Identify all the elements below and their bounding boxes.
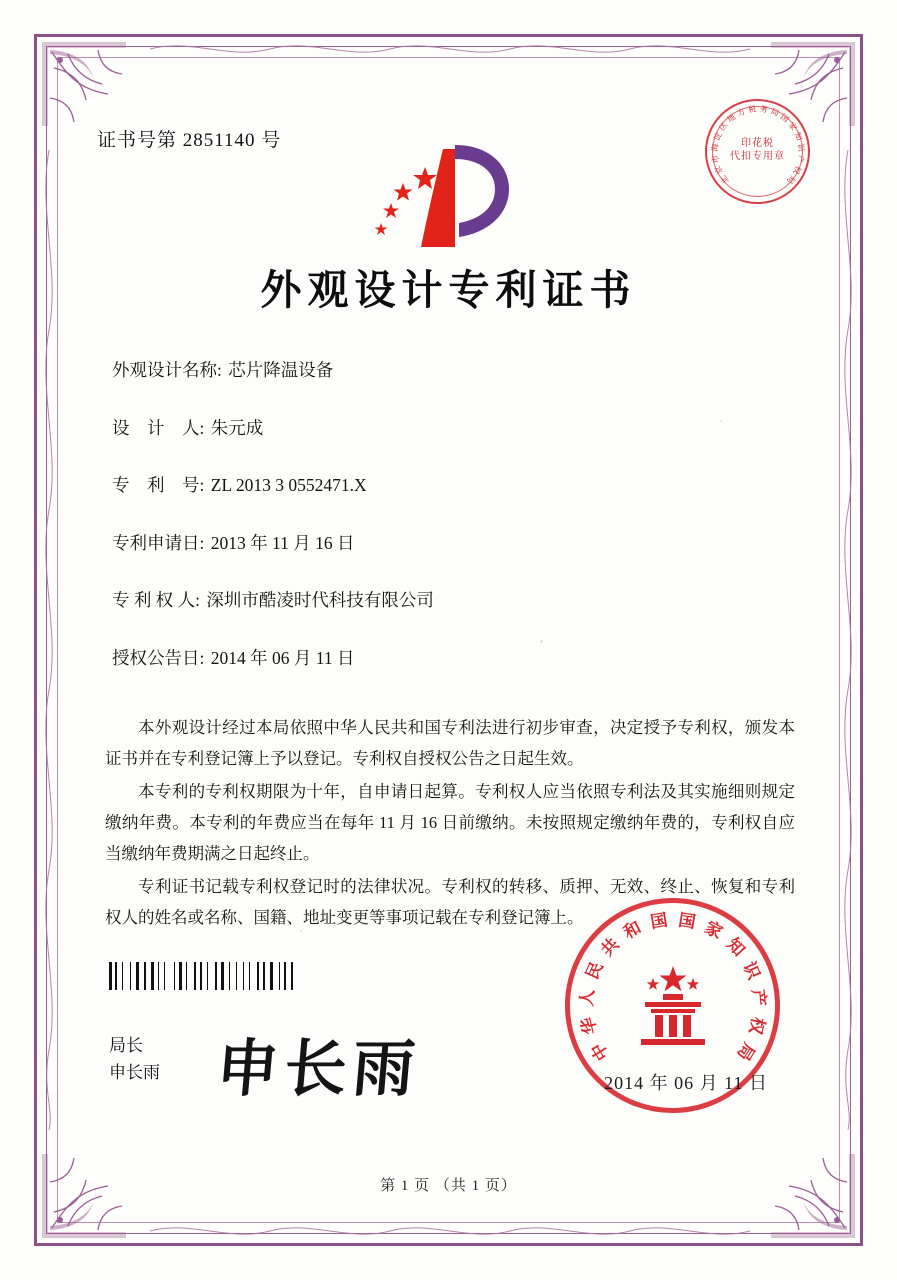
barcode-bar <box>144 962 146 990</box>
barcode-bar <box>185 962 186 990</box>
barcode-bar <box>194 962 197 990</box>
barcode-bar <box>218 962 219 990</box>
barcode-bar <box>207 962 208 990</box>
commissioner-name-label: 申长雨 <box>109 1063 160 1082</box>
barcode-bar <box>197 962 198 990</box>
barcode-bar <box>210 962 213 990</box>
seal-arc-char: 淀 <box>711 130 724 142</box>
scan-speck <box>720 420 722 422</box>
field-application-date <box>112 532 792 553</box>
barcode-bar <box>122 962 123 990</box>
barcode-bar <box>136 962 139 990</box>
field-grant-announcement-date <box>112 647 792 668</box>
tax-stamp-seal <box>705 99 810 204</box>
seal-arc-char: 产 <box>794 153 806 164</box>
barcode-bar <box>174 962 175 990</box>
barcode-bar <box>120 962 121 990</box>
seal-arc-char: 识 <box>737 958 764 983</box>
barcode-bar <box>158 962 159 990</box>
seal-arc-char: 地 <box>724 111 737 124</box>
barcode-bar <box>238 962 241 990</box>
barcode-bar <box>232 962 234 990</box>
certificate-content <box>57 57 840 1223</box>
field-label: 专 利 权 人: <box>112 590 200 610</box>
barcode-bar <box>275 962 276 990</box>
barcode-bar <box>249 962 250 990</box>
seal-arc-char: 权 <box>744 1014 768 1036</box>
seal-arc-char: 区 <box>716 120 729 132</box>
commissioner-title-label: 局长 <box>109 1036 143 1055</box>
barcode-bar <box>148 962 149 990</box>
barcode-bar <box>257 962 260 990</box>
field-patentee <box>112 592 792 610</box>
field-label: 外观设计名称: <box>112 360 222 380</box>
seal-arc-char: 国 <box>676 909 697 933</box>
seal-arc-char: 共 <box>596 934 624 961</box>
seal-arc-char: 北 <box>718 173 731 186</box>
barcode-bar <box>205 962 206 990</box>
barcode-bar <box>142 962 143 990</box>
field-value: 深圳市酷凌时代科技有限公司 <box>206 590 434 610</box>
barcode-bar <box>125 962 128 990</box>
barcode-bar <box>291 962 294 990</box>
sipo-logo-icon <box>359 137 539 257</box>
barcode-bar <box>263 962 265 990</box>
barcode-bar <box>164 962 165 990</box>
seal-arc-char: 和 <box>619 917 645 943</box>
seal-arc-char: 市 <box>709 153 721 164</box>
seal-arc-char: 华 <box>577 1014 601 1036</box>
field-label: 专 利 号: <box>112 475 205 495</box>
signature-block <box>109 1032 160 1086</box>
barcode-bar <box>215 962 217 990</box>
barcode-bar <box>162 962 164 990</box>
page-title: 外观设计专利证书 <box>260 266 637 314</box>
seal-arc-char: 权 <box>790 163 803 175</box>
seal-arc-char: 方 <box>735 106 747 118</box>
legal-paragraph-3: 专利证书记载专利权登记时的法律状况。专利权的转移、质押、无效、终止、恢复和专利权人的姓名或名称、国籍、地址变更等事项记载在专利登记簿上。 <box>105 877 795 927</box>
barcode-bar <box>289 962 290 990</box>
fields-list <box>112 362 792 707</box>
seal-arc-char: 局 <box>784 173 797 186</box>
barcode-bar <box>200 962 202 990</box>
barcode-bar <box>221 962 224 990</box>
field-label: 授权公告日: <box>112 647 205 668</box>
barcode-bar <box>175 962 177 990</box>
field-value: 2013 年 11 月 16 日 <box>210 532 355 553</box>
barcode-bar <box>115 962 117 990</box>
national-emblem-icon <box>625 958 721 1054</box>
seal-arc-char: 国 <box>778 111 791 124</box>
seal-date: 2014 年 06 月 11 日 <box>604 1073 768 1093</box>
barcode-bar <box>252 962 254 990</box>
legal-paragraph-2: 本专利的专利权期限为十年，自申请日起算。专利权人应当依照专利法及其实施细则规定缴纳年费。本专利的年费应当在每年 11 月 16 日前缴纳。未按照规定缴纳年费的，专利权自应当缴纳年费期满之日起终止。 <box>105 782 795 863</box>
barcode-bar <box>130 962 131 990</box>
barcode-bar <box>179 962 182 990</box>
scan-speck <box>540 640 543 643</box>
barcode-bar <box>243 962 245 990</box>
barcode-bar <box>151 962 154 990</box>
barcode <box>109 962 299 990</box>
seal-arc-char: 产 <box>746 987 769 1007</box>
seal-arc-char: 知 <box>721 934 749 961</box>
seal-arc-char: 中 <box>587 1038 613 1064</box>
seal-arc-char: 海 <box>709 142 720 152</box>
field-value: 朱元成 <box>210 417 264 438</box>
tax-stamp-center-text: 印花税 代扣专用章 <box>730 138 785 162</box>
barcode-bar <box>167 962 170 990</box>
barcode-bar <box>109 962 112 990</box>
barcode-bar <box>281 962 283 990</box>
barcode-bar <box>236 962 237 990</box>
barcode-bar <box>279 962 280 990</box>
field-label: 专利申请日: <box>112 532 205 553</box>
field-value: ZL 2013 3 0552471.X <box>210 475 367 495</box>
certificate-number: 证书号第 2851140 号 <box>97 130 282 151</box>
seal-arc-char: 局 <box>732 1038 758 1064</box>
barcode-bar <box>229 962 230 990</box>
barcode-bar <box>132 962 134 990</box>
seal-arc-char: 人 <box>576 987 599 1007</box>
barcode-bar <box>247 962 248 990</box>
barcode-bar <box>268 962 269 990</box>
seal-arc-char: 税 <box>747 103 757 114</box>
barcode-bar <box>295 962 296 990</box>
field-designer <box>112 417 792 438</box>
page-number: 第 1 页 （共 1 页） <box>380 1178 517 1194</box>
seal-arc-char: 务 <box>758 103 768 114</box>
barcode-bar <box>113 962 114 990</box>
seal-arc-char: 民 <box>581 958 608 983</box>
handwritten-signature: 申长雨 <box>213 1032 424 1105</box>
scan-speck <box>300 930 302 932</box>
seal-arc-char: 家 <box>786 120 799 132</box>
seal-arc-char: 识 <box>795 142 806 152</box>
barcode-bar <box>227 962 228 990</box>
barcode-bar <box>155 962 156 990</box>
seal-arc-char: 局 <box>768 106 780 118</box>
barcode-bar <box>186 962 187 990</box>
barcode-bar <box>270 962 273 990</box>
seal-arc-char: 国 <box>648 909 669 933</box>
legal-paragraph-1: 本外观设计经过本局依照中华人民共和国专利法进行初步审查，决定授予专利权，颁发本证书并在专利登记簿上予以登记。专利权自授权公告之日起生效。 <box>105 718 795 768</box>
barcode-bar <box>189 962 191 990</box>
barcode-bar <box>260 962 261 990</box>
seal-arc-char: 家 <box>700 917 726 943</box>
field-value: 2014 年 06 月 11 日 <box>210 647 355 668</box>
seal-arc-char: 知 <box>791 130 804 142</box>
barcode-bar <box>284 962 286 990</box>
field-value: 芯片降温设备 <box>228 360 334 380</box>
field-design-name <box>112 362 792 380</box>
field-label: 设 计 人: <box>112 417 205 438</box>
seal-arc-char: 京 <box>712 163 725 175</box>
field-patent-number <box>112 477 792 495</box>
